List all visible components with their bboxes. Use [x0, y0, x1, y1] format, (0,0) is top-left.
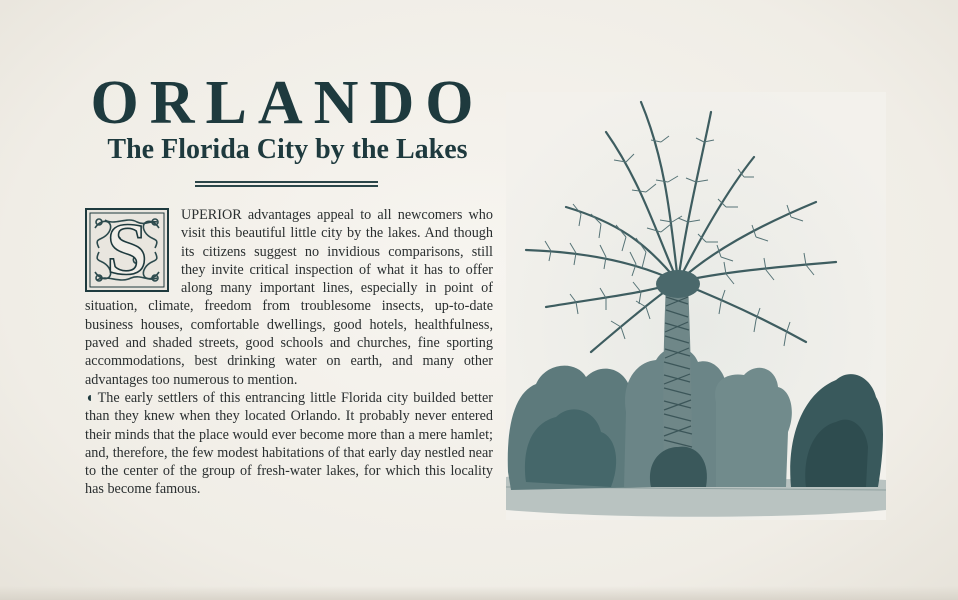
- page-title: ORLANDO: [90, 69, 485, 137]
- dropcap-letter: S: [106, 209, 148, 291]
- palm-tree-illustration: [506, 92, 886, 520]
- page-subtitle: The Florida City by the Lakes: [107, 134, 468, 165]
- paragraph-2: The early settlers of this entrancing little Florida city builded better than they knew when they located Orlando. It probably never entered their minds that the place would ever become more than a mere hamlet; and, therefore, the few modest habitations of that early day nestled near to the center of the group of fresh-water lakes, for which this locality has become famous.: [85, 389, 493, 498]
- pilcrow-icon: ◖: [85, 389, 94, 406]
- body-text: [85, 206, 493, 499]
- ornamental-dropcap: [85, 208, 169, 292]
- paragraph-2-wrapper: [85, 389, 493, 499]
- palm-tree-icon: [506, 92, 886, 520]
- paragraph-1: UPERIOR advantages appeal to all newcomers who visit this beautiful little city by the lakes. And though its citizens suggest no invidious comparisons, still they invite critical inspection of what it has to offer along many important lines, especially in point of situation, climate, freedom from troublesome insects, up-to-date business houses, comfortable dwellings, good hotels, healthfulness, paved and shaded streets, good schools and churches, fine sporting accommodations, best drinking water on earth, and many other advantages too numerous to mention.: [85, 207, 493, 388]
- double-rule-divider: [195, 181, 378, 187]
- page-edge-shadow: [0, 586, 958, 600]
